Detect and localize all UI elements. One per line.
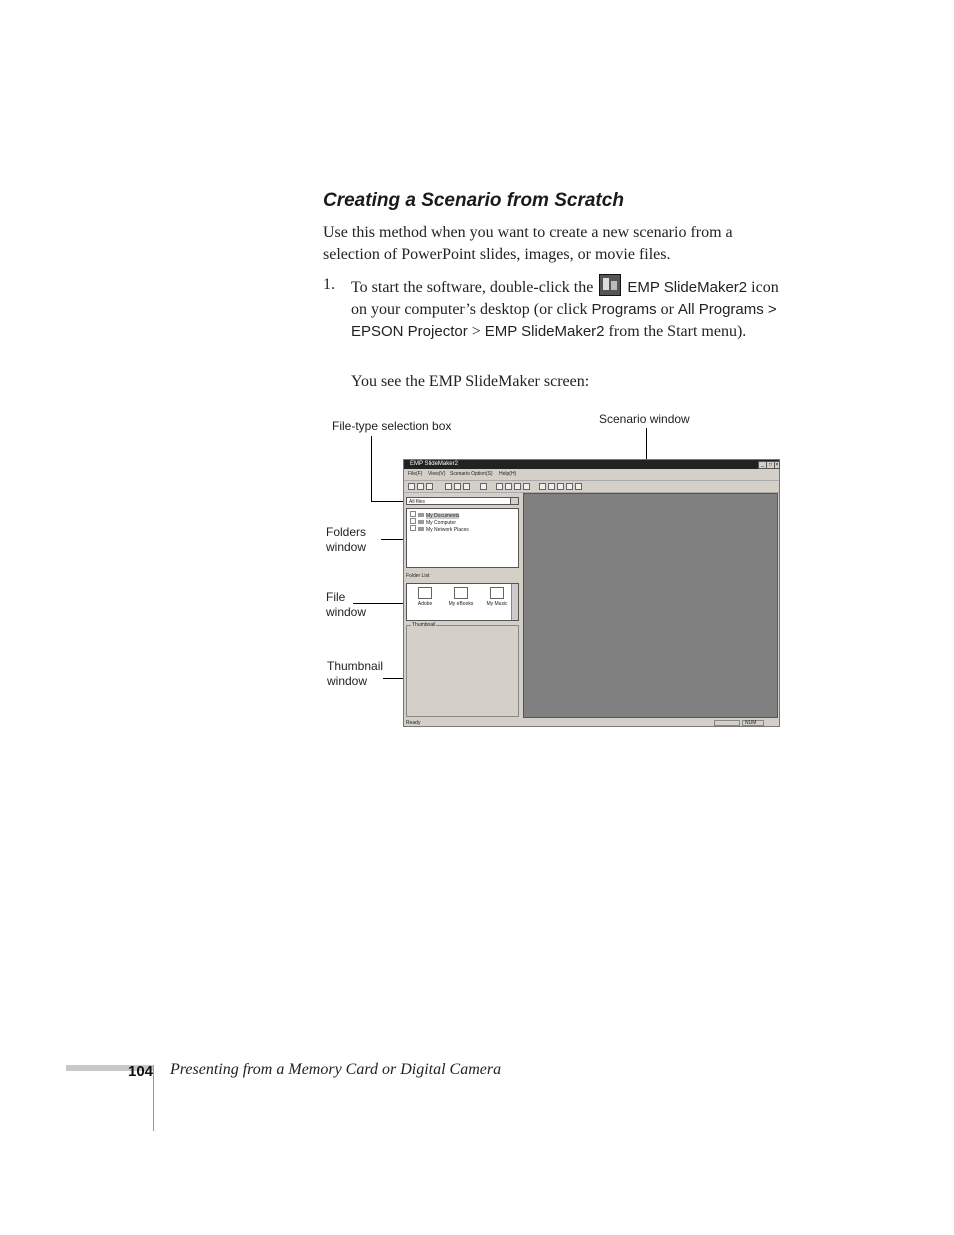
tree-item-network-places[interactable] [410,525,469,533]
callout-file-line2: window [326,605,367,619]
menu-bar [404,470,779,479]
leader-file-type-v [371,436,372,502]
callout-folders-line2: window [326,540,367,554]
leader-file [353,603,410,604]
callout-file-line1: File [326,590,346,604]
transfer-icon[interactable] [557,483,564,490]
menu-help[interactable]: Help(H) [499,471,517,477]
small-icons-icon[interactable] [505,483,512,490]
tree-label: My Computer [426,520,457,526]
leader-file-type-h [371,501,407,502]
expand-icon[interactable] [410,525,416,531]
step-text-part2: icon on your computer’s desktop (or click [351,279,779,318]
scenario-window[interactable] [523,493,778,718]
print-icon[interactable] [480,483,487,490]
folder-icon [418,513,424,517]
list-view-icon[interactable] [514,483,521,490]
file-item-label: Adobe [417,601,433,607]
window-titlebar [404,460,779,469]
file-window[interactable] [406,583,519,621]
page-number: 104 [128,1063,154,1080]
computer-icon [418,520,424,524]
file-item-label: My Music [486,601,508,607]
app-name: EMP SlideMaker2 [627,279,748,296]
status-box [714,720,740,726]
toolbar [404,480,779,493]
file-item-my-ebooks[interactable] [446,587,476,607]
copy-icon[interactable] [454,483,461,490]
settings-icon[interactable] [539,483,546,490]
file-type-select[interactable] [406,497,519,505]
tree-label: My Documents [426,513,460,519]
programs-label: Programs [591,301,657,318]
thumbnail-window [406,622,519,717]
callout-thumbnail [327,659,383,689]
expand-icon[interactable] [410,511,416,517]
status-ready: Ready [406,720,421,726]
thumbnail-label: Thumbnail [412,622,436,628]
folder-icon [454,587,468,599]
slidemaker-app-icon [599,274,621,296]
step-text-part3: from the Start menu). [608,323,747,340]
menu-file[interactable]: File(F) [408,471,423,477]
intro-paragraph: Use this method when you want to create a new scenario from a selection of PowerPoint slides, images, or movie files. [323,224,733,263]
menu-path: All Programs > EPSON Projector [351,301,777,340]
callout-thumbnail-line1: Thumbnail [327,659,384,673]
callout-folders-line1: Folders [326,525,367,539]
new-icon[interactable] [408,483,415,490]
step-number: 1. [323,276,335,293]
or-text: or [660,301,674,318]
footer-rule [153,1065,154,1131]
music-folder-icon [490,587,504,599]
chevron-down-icon[interactable] [510,498,518,504]
save-icon[interactable] [426,483,433,490]
expand-icon[interactable] [410,518,416,524]
callout-scenario: Scenario window [599,412,690,426]
help-icon[interactable] [575,483,582,490]
large-icons-icon[interactable] [496,483,503,490]
file-item-adobe[interactable] [410,587,440,607]
open-icon[interactable] [417,483,424,490]
step-text [351,274,791,343]
paste-icon[interactable] [463,483,470,490]
callout-thumbnail-line2: window [327,674,368,688]
file-item-label: My eBooks [448,601,474,607]
app-name-2: EMP SlideMaker2 [484,323,605,340]
preview-icon[interactable] [548,483,555,490]
callout-file-type: File-type selection box [332,419,452,433]
folder-icon [418,587,432,599]
section-heading: Creating a Scenario from Scratch [323,190,624,211]
status-bar [404,719,779,727]
slidemaker-window [403,459,780,727]
menu-scenario-option[interactable]: Scenario Option(S) [450,471,493,477]
window-title: EMP SlideMaker2 [410,461,458,467]
status-num: NUM [742,720,764,726]
cut-icon[interactable] [445,483,452,490]
gt-text: > [471,323,481,340]
callout-file [326,590,366,620]
minimize-icon[interactable]: _ [758,461,767,469]
maximize-icon[interactable]: □ [766,461,775,469]
chapter-title: Presenting from a Memory Card or Digital Camera [170,1061,502,1078]
callout-folders [326,525,366,555]
network-icon [418,527,424,531]
details-view-icon[interactable] [523,483,530,490]
file-item-my-music[interactable] [482,587,512,607]
step-result: You see the EMP SlideMaker screen: [351,373,590,390]
file-scrollbar[interactable] [511,584,518,620]
close-icon[interactable]: × [775,462,779,468]
folder-list-label: Folder List [406,573,430,579]
tree-label: My Network Places [426,527,469,533]
step-text-part1: To start the software, double-click the [351,279,594,296]
about-icon[interactable] [566,483,573,490]
menu-view[interactable]: View(V) [428,471,446,477]
folders-window[interactable] [406,508,519,568]
file-type-value: All files [409,499,425,505]
